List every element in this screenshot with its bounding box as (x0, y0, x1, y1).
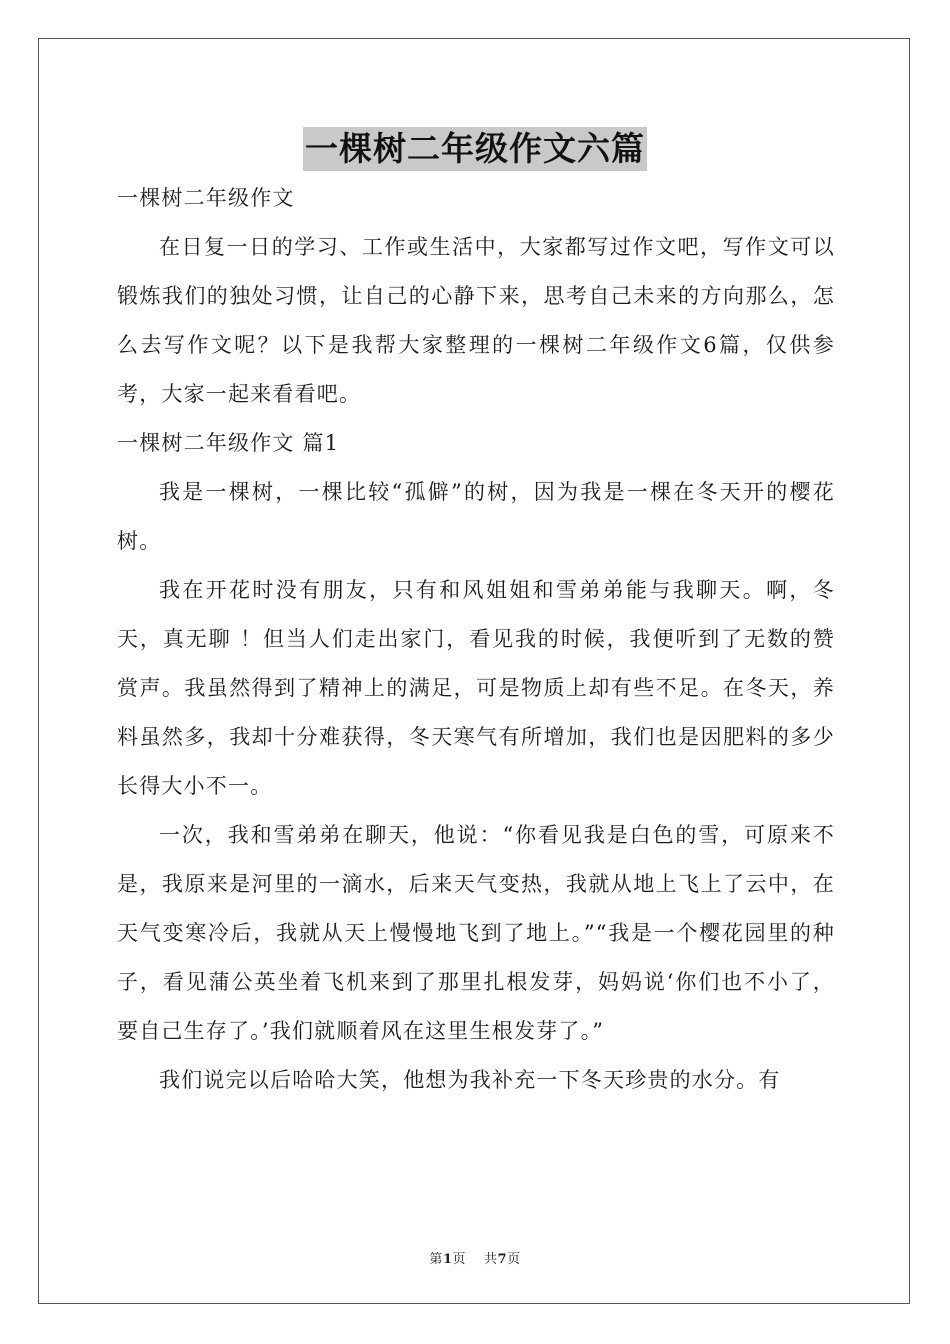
document-title: 一棵树二年级作文六篇 (303, 127, 647, 171)
total-prefix: 共 (484, 1252, 498, 1267)
current-page-number: 1 (442, 1252, 453, 1267)
page-footer (0, 1248, 950, 1267)
section-heading: 一棵树二年级作文 篇1 (117, 431, 340, 455)
page-suffix: 页 (452, 1252, 466, 1267)
document-body (117, 174, 835, 1105)
total-page-number: 7 (497, 1252, 508, 1267)
body-paragraph: 一次，我和雪弟弟在聊天，他说：“你看见我是白色的雪，可原来不是，我原来是河里的一滴水，后来天气变热，我就从地上飞上了云中，在天气变寒冷后，我就从天上慢慢地飞到了地上。”“我是一个樱花园里的种子，看见蒲公英坐着飞机来到了那里扎根发芽，妈妈说‘你们也不小了，要自己生存了。’我们就顺着风在这里生根发芽了。” (117, 823, 835, 1043)
body-paragraph: 我在开花时没有朋友，只有和风姐姐和雪弟弟能与我聊天。啊，冬天，真无聊 ！但当人们走出家门，看见我的时候，我便听到了无数的赞赏声。我虽然得到了精神上的满足，可是物质上却有些不足。在冬天，养料虽然多，我却十分难获得，冬天寒气有所增加，我们也是因肥料的多少长得大小不一。 (117, 578, 835, 798)
body-paragraph: 我是一棵树，一棵比较“孤僻”的树，因为我是一棵在冬天开的樱花树。 (117, 480, 835, 553)
body-paragraph: 我们说完以后哈哈大笑，他想为我补充一下冬天珍贵的水分。有 (159, 1068, 781, 1092)
title-container (0, 127, 950, 171)
subtitle: 一棵树二年级作文 (117, 186, 295, 210)
total-suffix: 页 (507, 1252, 521, 1267)
page-prefix: 第 (429, 1252, 443, 1267)
intro-paragraph: 在日复一日的学习、工作或生活中，大家都写过作文吧，写作文可以锻炼我们的独处习惯，让自己的心静下来，思考自己未来的方向那么，怎么去写作文呢？以下是我帮大家整理的一棵树二年级作文6篇，仅供参考，大家一起来看看吧。 (117, 235, 835, 406)
